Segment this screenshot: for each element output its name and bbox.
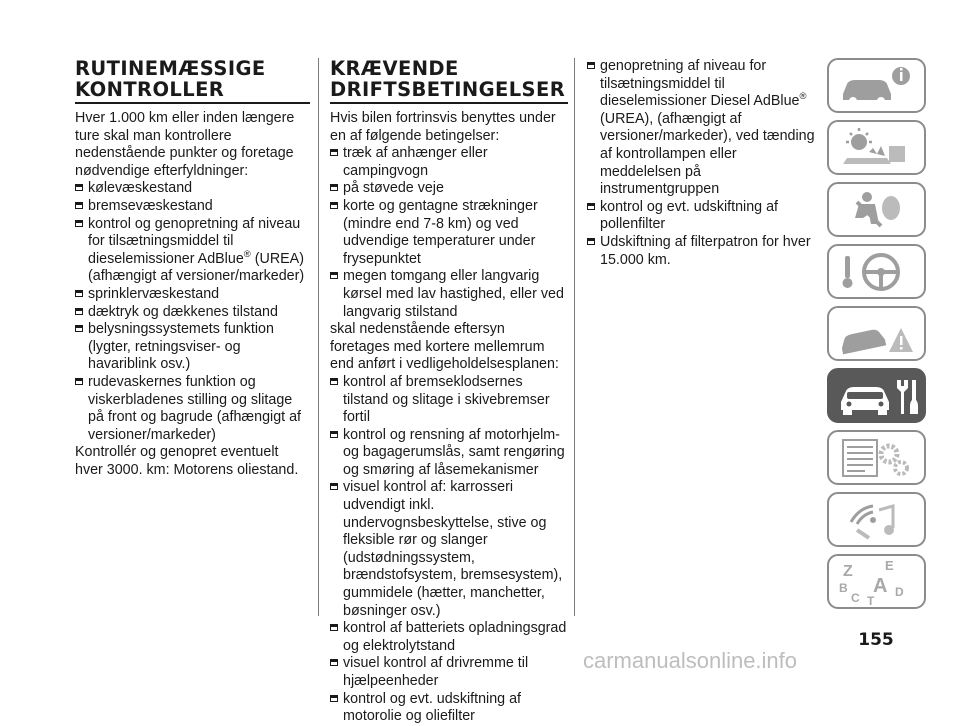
- dashboard-lights-icon: [829, 122, 924, 173]
- svg-text:E: E: [885, 558, 894, 573]
- tab-technical-data[interactable]: [827, 430, 926, 485]
- heading-underline: [330, 102, 568, 104]
- list-item: træk af anhænger eller campingvogn: [330, 145, 568, 180]
- steering-key-icon: [829, 246, 924, 297]
- tab-multimedia[interactable]: [827, 492, 926, 547]
- heading-underline: [75, 102, 310, 104]
- section-heading-routine: RUTINEMÆSSIGE KONTROLLER: [75, 57, 266, 101]
- list-item: kontrol og genopretning af niveau for tilsætningsmiddel til dieselemissioner AdBlue® (UREA) (afhængigt af versioner/markeder): [75, 216, 310, 286]
- list-item: kølevæskestand: [75, 180, 310, 198]
- warning-emergency-icon: [829, 308, 924, 359]
- svg-text:Z: Z: [843, 563, 853, 580]
- list-item: belysningssystemets funktion (lygter, retningsviser- og havariblink osv.): [75, 321, 310, 374]
- page-number: 155: [858, 630, 894, 650]
- list-item: megen tomgang eller langvarig kørsel med lav hastighed, eller ved langvarig stilstand: [330, 268, 568, 321]
- list-item: bremsevæskestand: [75, 198, 310, 216]
- list-item: visuel kontrol af: karrosseri udvendigt inkl. undervognsbeskyttelse, stive og fleksible rør og slanger (udstødningssystem, brændstofsystem, bremsesystem), gummidele (hætter, manchetter, bøsninger osv.): [330, 479, 568, 620]
- tab-emergency[interactable]: [827, 306, 926, 361]
- airbag-safety-icon: [829, 184, 924, 235]
- outro-text: Kontrollér og genopret eventuelt hver 3000. km: Motorens oliestand.: [75, 444, 299, 478]
- intro-text: Hver 1.000 km eller inden længere ture skal man kontrollere nedenstående punkter og foretage nødvendige efterfyldninger:: [75, 110, 295, 179]
- intro-text: Hvis bilen fortrinsvis benyttes under en af følgende betingelser:: [330, 110, 556, 144]
- tab-maintenance[interactable]: [827, 368, 926, 423]
- svg-text:C: C: [851, 591, 860, 605]
- tab-dashboard-lights[interactable]: [827, 120, 926, 175]
- watermark-text: carmanualsonline.info: [583, 648, 798, 673]
- column-divider: [318, 58, 319, 616]
- car-wrench-icon: [829, 370, 924, 421]
- index-icon: [829, 556, 924, 607]
- chapter-tabs: [827, 58, 926, 616]
- list-item: kontrol af bremseklodsernes tilstand og slitage i skivebremser fortil: [330, 374, 568, 427]
- list-item: dæktryk og dækkenes tilstand: [75, 304, 310, 322]
- list-item: genopretning af niveau for tilsætningsmiddel til dieselemissioner Diesel AdBlue® (UREA), (afhængigt af versioner/markeder), ved tænding af kontrollampen eller meddelelsen på instrumentgruppen: [587, 58, 819, 199]
- list-item: på støvede veje: [330, 180, 568, 198]
- car-info-icon: [829, 60, 924, 111]
- list-item: korte og gentagne strækninger (mindre end 7-8 km) og ved udvendige temperaturer under frysepunktet: [330, 198, 568, 268]
- middle-text: skal nedenstående eftersyn foretages med kortere mellemrum end anført i vedligeholdelsesplanen:: [330, 321, 559, 373]
- list-item: visuel kontrol af drivremme til hjælpeenheder: [330, 655, 568, 690]
- list-item: sprinklervæskestand: [75, 286, 310, 304]
- svg-text:D: D: [895, 585, 904, 599]
- column-continued: [587, 58, 819, 269]
- column-routine-checks: [75, 58, 310, 479]
- multimedia-icon: [829, 494, 924, 545]
- column-demanding-conditions: [330, 58, 568, 726]
- tab-index[interactable]: [827, 554, 926, 609]
- list-item: kontrol og evt. udskiftning af motorolie og oliefilter: [330, 691, 568, 726]
- list-item: kontrol af batteriets opladningsgrad og elektrolytstand: [330, 620, 568, 655]
- section-heading-demanding: KRÆVENDE DRIFTSBETINGELSER: [330, 57, 566, 101]
- list-item: Udskiftning af filterpatron for hver 15.000 km.: [587, 234, 819, 269]
- tab-steering-key[interactable]: [827, 244, 926, 299]
- svg-text:T: T: [867, 594, 875, 607]
- svg-text:A: A: [873, 575, 888, 597]
- list-item: kontrol og rensning af motorhjelm- og bagagerumslås, samt rengøring og smøring af låsemekanismer: [330, 427, 568, 480]
- list-item: kontrol og evt. udskiftning af pollenfilter: [587, 199, 819, 234]
- tab-car-info[interactable]: [827, 58, 926, 113]
- column-divider: [574, 58, 575, 616]
- tab-airbag-safety[interactable]: [827, 182, 926, 237]
- technical-data-icon: [829, 432, 924, 483]
- svg-text:B: B: [839, 581, 848, 595]
- list-item: rudevaskernes funktion og viskerbladenes stilling og slitage på front og bagrude (afhængigt af versioner/markeder): [75, 374, 310, 444]
